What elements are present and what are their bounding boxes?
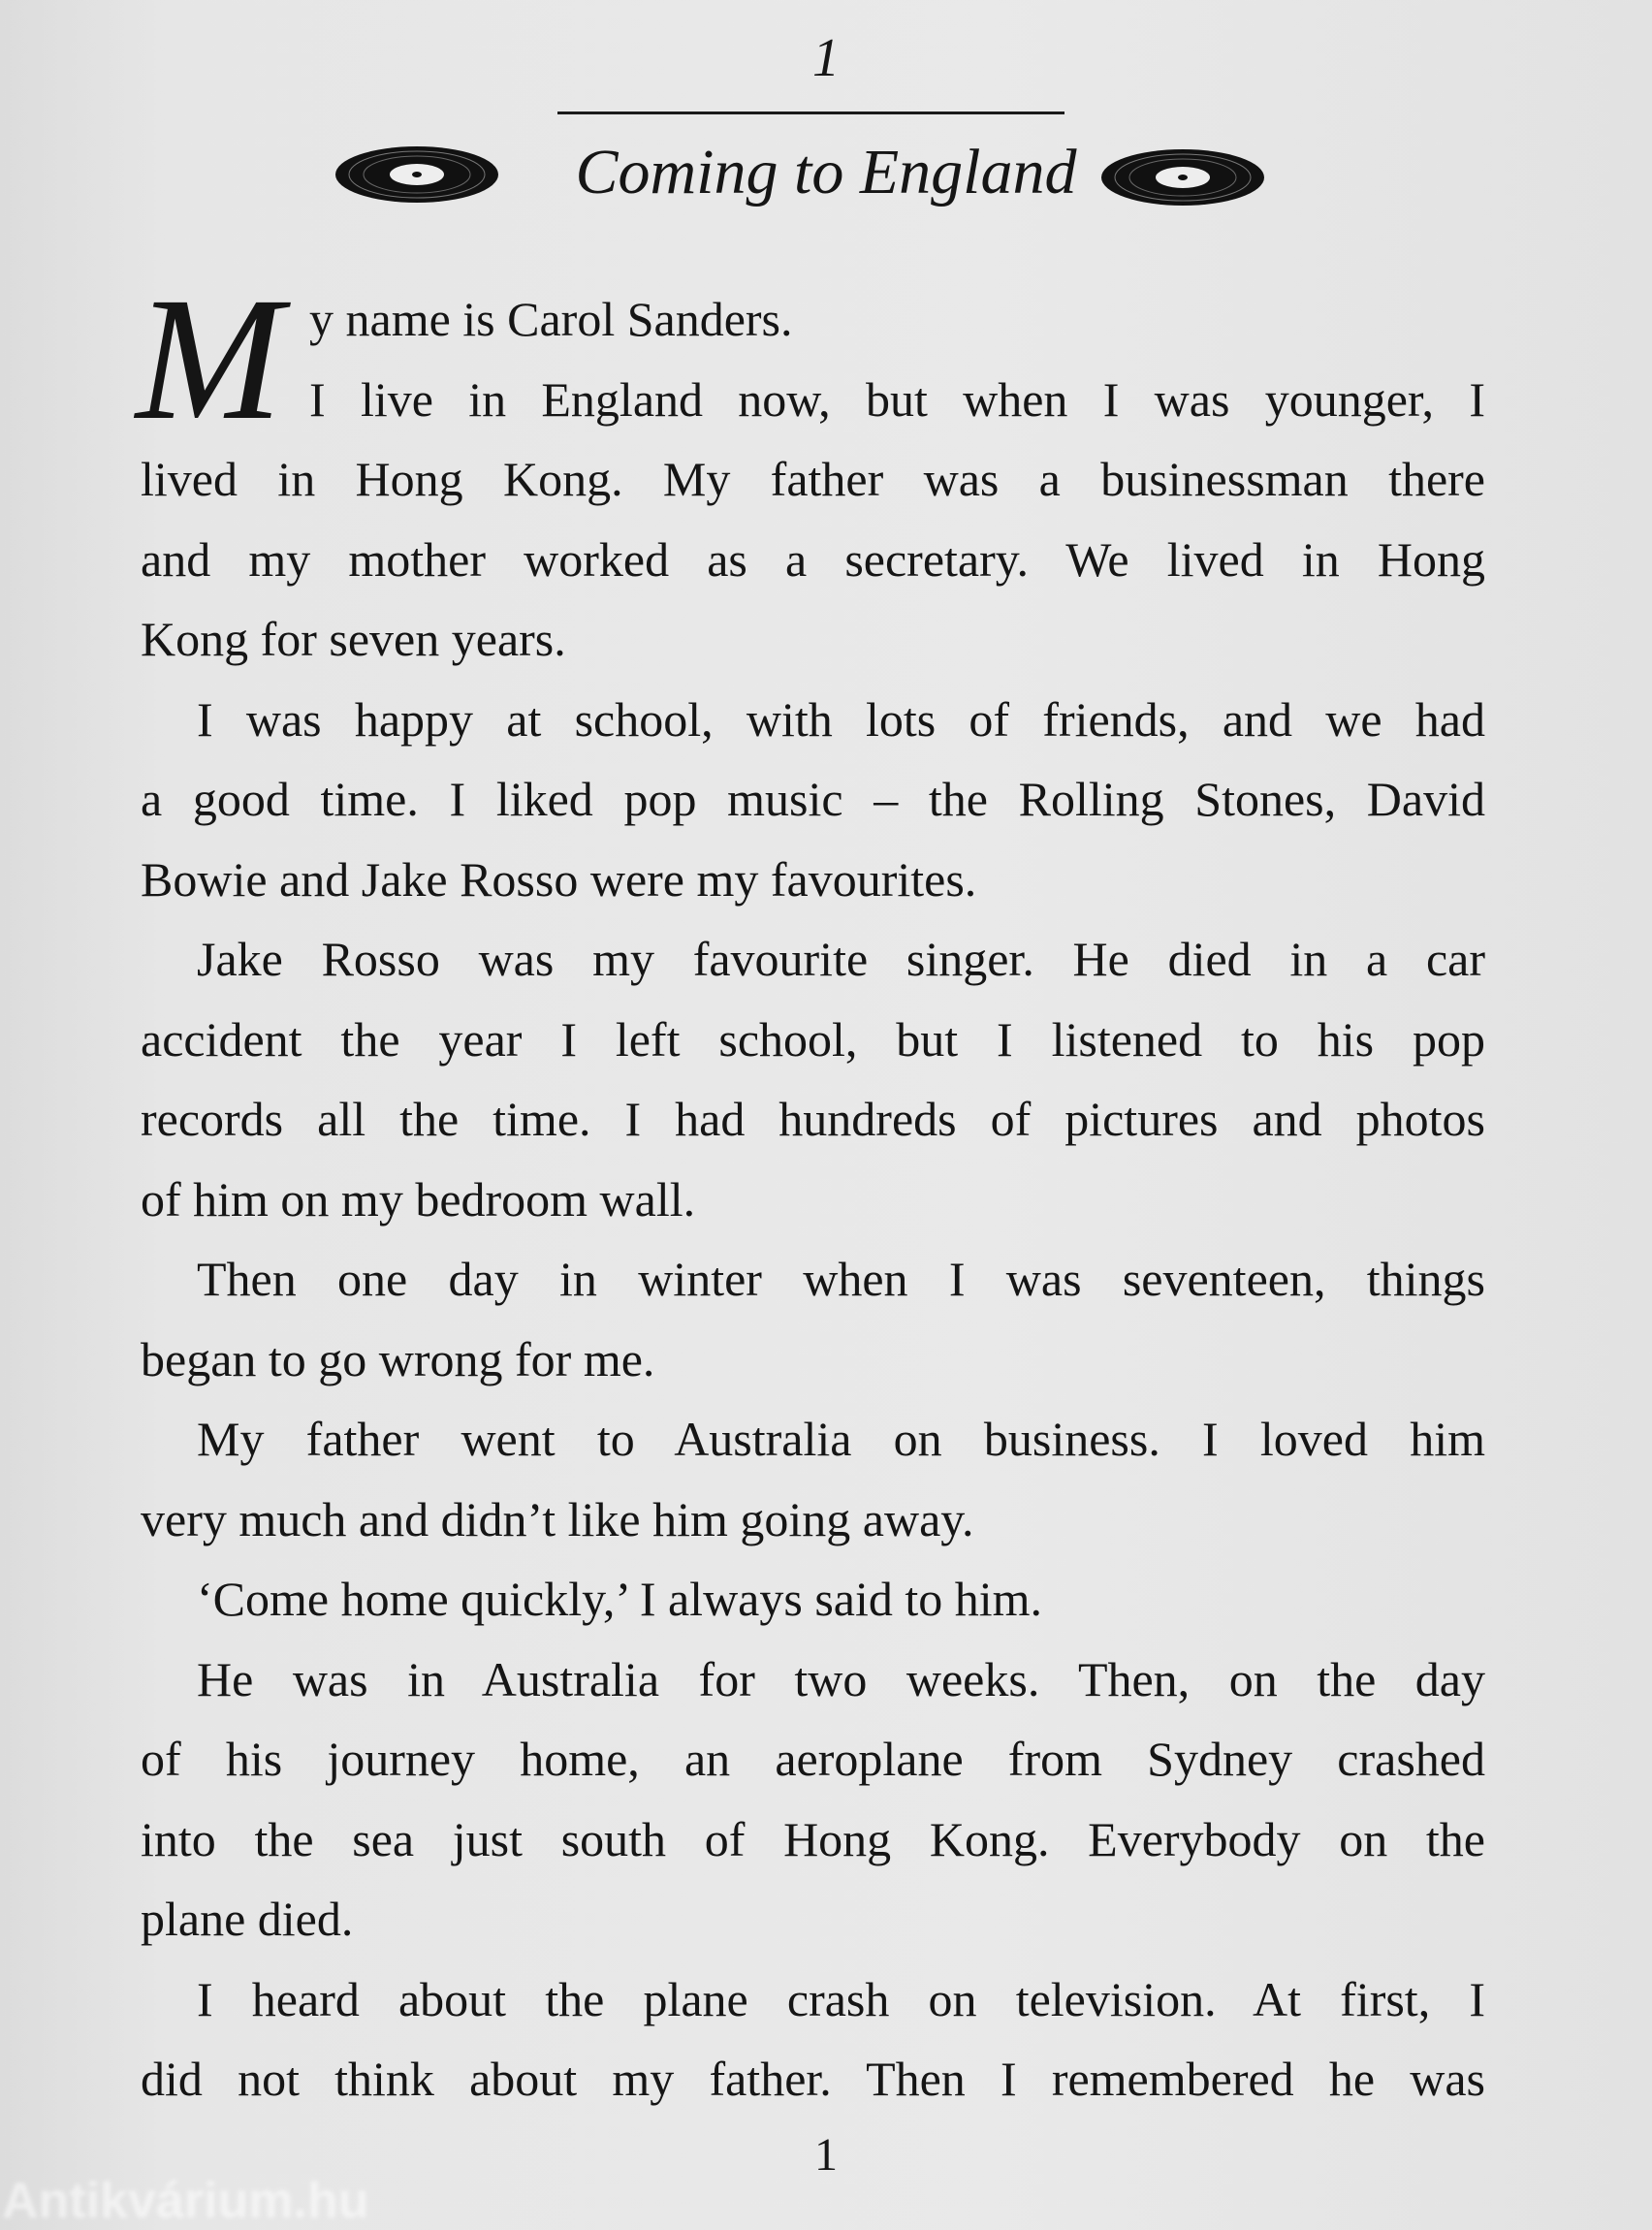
text-line: and my mother worked as a secretary. We lived in Hong (141, 531, 1485, 587)
text-line: Then one day in winter when I was seventeen, things (197, 1252, 1485, 1306)
text-line: into the sea just south of Hong Kong. Everybody on the (141, 1811, 1485, 1866)
chapter-number: 1 (812, 28, 840, 88)
text-line: Jake Rosso was my favourite singer. He died in a car (197, 932, 1485, 986)
text-line: accident the year I left school, but I listened to his pop (141, 1011, 1485, 1067)
text-line: very much and didn’t like him going away. (141, 1491, 974, 1546)
text-line: Bowie and Jake Rosso were my favourites. (141, 851, 977, 907)
text-line: records all the time. I had hundreds of pictures and photos (141, 1092, 1485, 1146)
chapter-title: Coming to England (575, 137, 1077, 207)
text-line: I heard about the plane crash on television. At first, I (197, 1971, 1485, 2026)
vinyl-record-icon (1100, 148, 1265, 207)
text-line: Kong for seven years. (141, 612, 566, 666)
text-line: My father went to Australia on business. I loved him (197, 1412, 1485, 1466)
text-line: did not think about my father. Then I remembered he was (141, 2052, 1485, 2106)
page-number: 1 (814, 2129, 838, 2181)
text-line: plane died. (141, 1892, 354, 1946)
text-line: I was happy at school, with lots of friends, and we had (197, 691, 1485, 747)
text-line: of his journey home, an aeroplane from Sydney crashed (141, 1732, 1485, 1786)
text-line: He was in Australia for two weeks. Then, on the day (197, 1651, 1485, 1706)
text-line: a good time. I liked pop music – the Rolling Stones, David (141, 772, 1485, 826)
drop-cap: M (136, 262, 283, 457)
text-line: y name is Carol Sanders. (309, 292, 793, 346)
text-line: I live in England now, but when I was younger, I (309, 371, 1485, 427)
text-line: began to go wrong for me. (141, 1331, 655, 1386)
chapter-rule (557, 112, 1064, 114)
text-line: of him on my bedroom wall. (141, 1171, 696, 1226)
chapter-body (136, 262, 1485, 2119)
watermark: Antikvárium.hu (2, 2173, 369, 2229)
text-line: lived in Hong Kong. My father was a businessman there (141, 452, 1485, 506)
text-line: ‘Come home quickly,’ I always said to him. (197, 1572, 1043, 1626)
